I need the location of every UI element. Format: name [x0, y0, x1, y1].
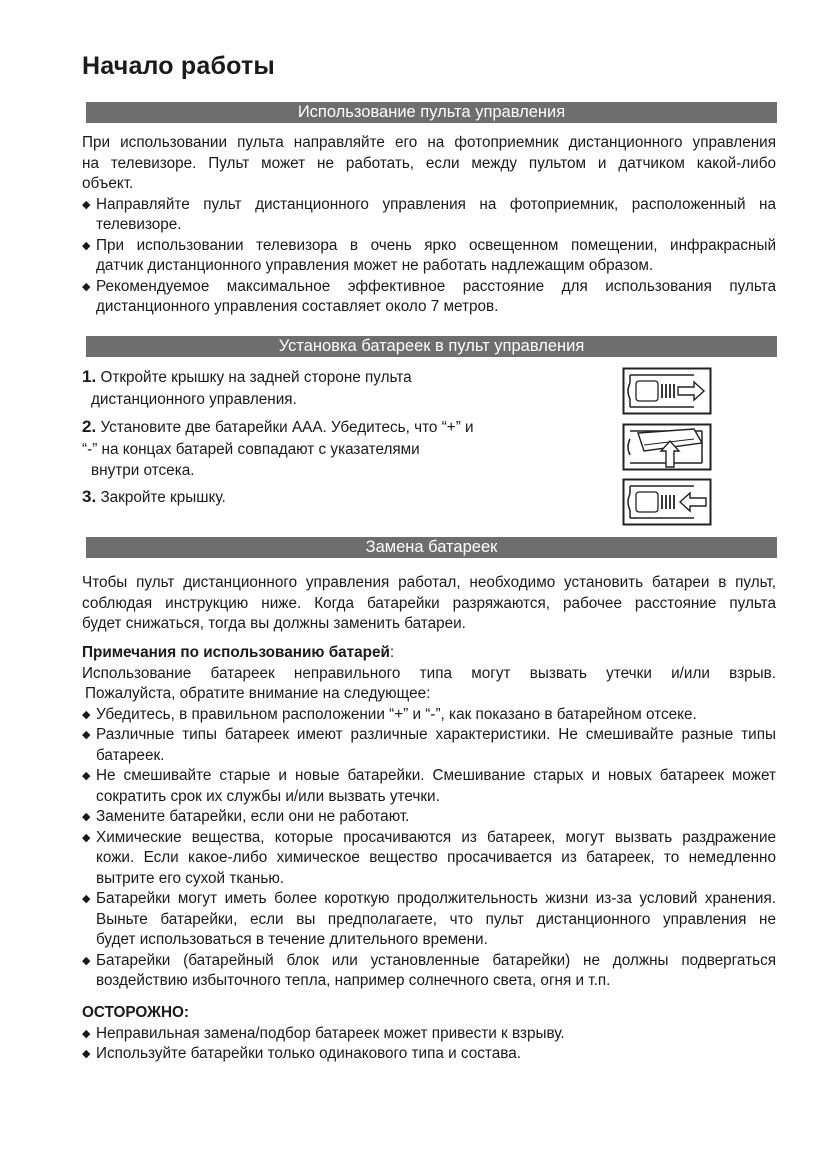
step-text: Закройте крышку. [100, 489, 226, 506]
section-heading-remote-usage: Использование пульта управления [86, 102, 777, 123]
install-step-3 [82, 486, 226, 509]
remote-insert-batteries-illustration [622, 423, 712, 471]
remote-usage-body [82, 133, 776, 318]
remote-open-cover-illustration [622, 367, 712, 415]
bullet-item: ◆ При использовании телевизора в очень ярко освещенном помещении, инфракрасный датчик дистанционного управления может не работать надлежащим образом. [82, 236, 776, 277]
intro-line: соблюдая инструкцию ниже. Когда батарейки разряжаются, рабочее расстояние пульта [82, 594, 776, 612]
section-heading-battery-replace: Замена батареек [86, 537, 777, 558]
bullet-item: ◆ Батарейки (батарейный блок или установленные батарейки) не должны подвергаться воздействию избыточного тепла, например солнечного света, огня и т.п. [82, 951, 776, 992]
step-text: Откройте крышку на задней стороне пульта [100, 369, 412, 386]
section-heading-battery-install: Установка батареек в пульт управления [86, 336, 777, 357]
bullet-item: ◆ Не смешивайте старые и новые батарейки. Смешивание старых и новых батареек может сократить срок их службы и/или вызвать утечки. [82, 766, 776, 807]
caution-block [82, 1003, 776, 1065]
install-step-1 [82, 366, 412, 410]
step-text: Установите две батарейки ААА. Убедитесь, что “+” и [100, 419, 474, 436]
bullet-item: ◆ Химические вещества, которые просачиваются из батареек, могут вызвать раздражение кожи. Если какое-либо химическое вещество просачивается из батареек, то немедленно вытрите его сухой тканью. [82, 828, 776, 890]
remote-close-cover-illustration [622, 478, 712, 526]
notes-heading: Примечания по использованию батарей [82, 644, 390, 661]
caution-heading: ОСТОРОЖНО: [82, 1004, 189, 1021]
intro-line: на телевизоре. Пульт может не работать, если между пультом и датчиком какой-либо [82, 154, 776, 172]
intro-line: При использовании пульта направляйте его на фотоприемник дистанционного управления [82, 134, 776, 151]
bullet-item: ◆ Различные типы батареек имеют различные характеристики. Не смешивайте разные типы батареек. [82, 725, 776, 766]
notes-intro-line: Использование батареек неправильного типа могут вызвать утечки и/или взрыв. [82, 664, 776, 682]
bullet-item: ◆ Убедитесь, в правильном расположении “+” и “-”, как показано в батарейном отсеке. [82, 705, 776, 726]
intro-line: будет снижаться, тогда вы должны заменить батареи. [82, 615, 466, 632]
intro-line: Чтобы пульт дистанционного управления работал, необходимо установить батареи в пульт, [82, 574, 776, 591]
battery-replace-intro [82, 573, 776, 635]
install-step-2 [82, 416, 474, 482]
step-text: дистанционного управления. [91, 390, 297, 408]
bullet-item: ◆ Направляйте пульт дистанционного управления на фотоприемник, расположенный на телевизоре. [82, 195, 776, 236]
step-number: 3. [82, 487, 97, 506]
step-number: 1. [82, 367, 97, 386]
step-number: 2. [82, 417, 97, 436]
battery-notes: Примечания по использованию батарей: Использование батареек неправильного типа могут вызвать утечки и/или взрыв. Пожалуйста, обратите внимание на следующее: ◆ Убедитесь, в правильном расположении “+” и “-”, как показано в батарейном отсеке. ◆ Различные типы батареек имеют различные характеристики. Не смешивайте разные типы батареек. ◆ Не смешивайте старые и новые батарейки. Смешивание старых и новых батареек может сократить срок их службы и/или вызвать утечки. ◆ Замените батарейки, если они не работают. ◆ Химические вещества, которые просачиваются из батареек, могут вызвать раздражение кожи. Если какое-либо химическое вещество просачивается из батареек, то немедленно вытрите его сухой тканью. ◆ Батарейки могут иметь более короткую продолжительность жизни из-за условий хранения. Выньте батарейки, если вы предполагаете, что пульт дистанционного управления не будет использоваться в течение длительного времени. ◆ Батарейки (батарейный блок или установленные батарейки) не должны подвергаться воздействию избыточного тепла, например солнечного света, огня и т.п. [82, 643, 776, 992]
notes-intro-line: Пожалуйста, обратите внимание на следующее: [85, 685, 431, 702]
page-title: Начало работы [82, 52, 275, 80]
caution-bullet: ◆ Неправильная замена/подбор батареек может привести к взрыву. [82, 1024, 776, 1045]
step-text: внутри отсека. [91, 462, 195, 479]
caution-bullet: ◆ Используйте батарейки только одинакового типа и состава. [82, 1044, 776, 1065]
intro-line: объект. [82, 175, 134, 192]
step-text: “-” на концах батарей совпадают с указателями [82, 440, 420, 458]
bullet-item: ◆ Батарейки могут иметь более короткую продолжительность жизни из-за условий хранения. Выньте батарейки, если вы предполагаете, что пульт дистанционного управления не будет использоваться в течение длительного времени. [82, 889, 776, 951]
bullet-item: ◆ Замените батарейки, если они не работают. [82, 807, 776, 828]
bullet-item: ◆ Рекомендуемое максимальное эффективное расстояние для использования пульта дистанционного управления составляет около 7 метров. [82, 277, 776, 318]
